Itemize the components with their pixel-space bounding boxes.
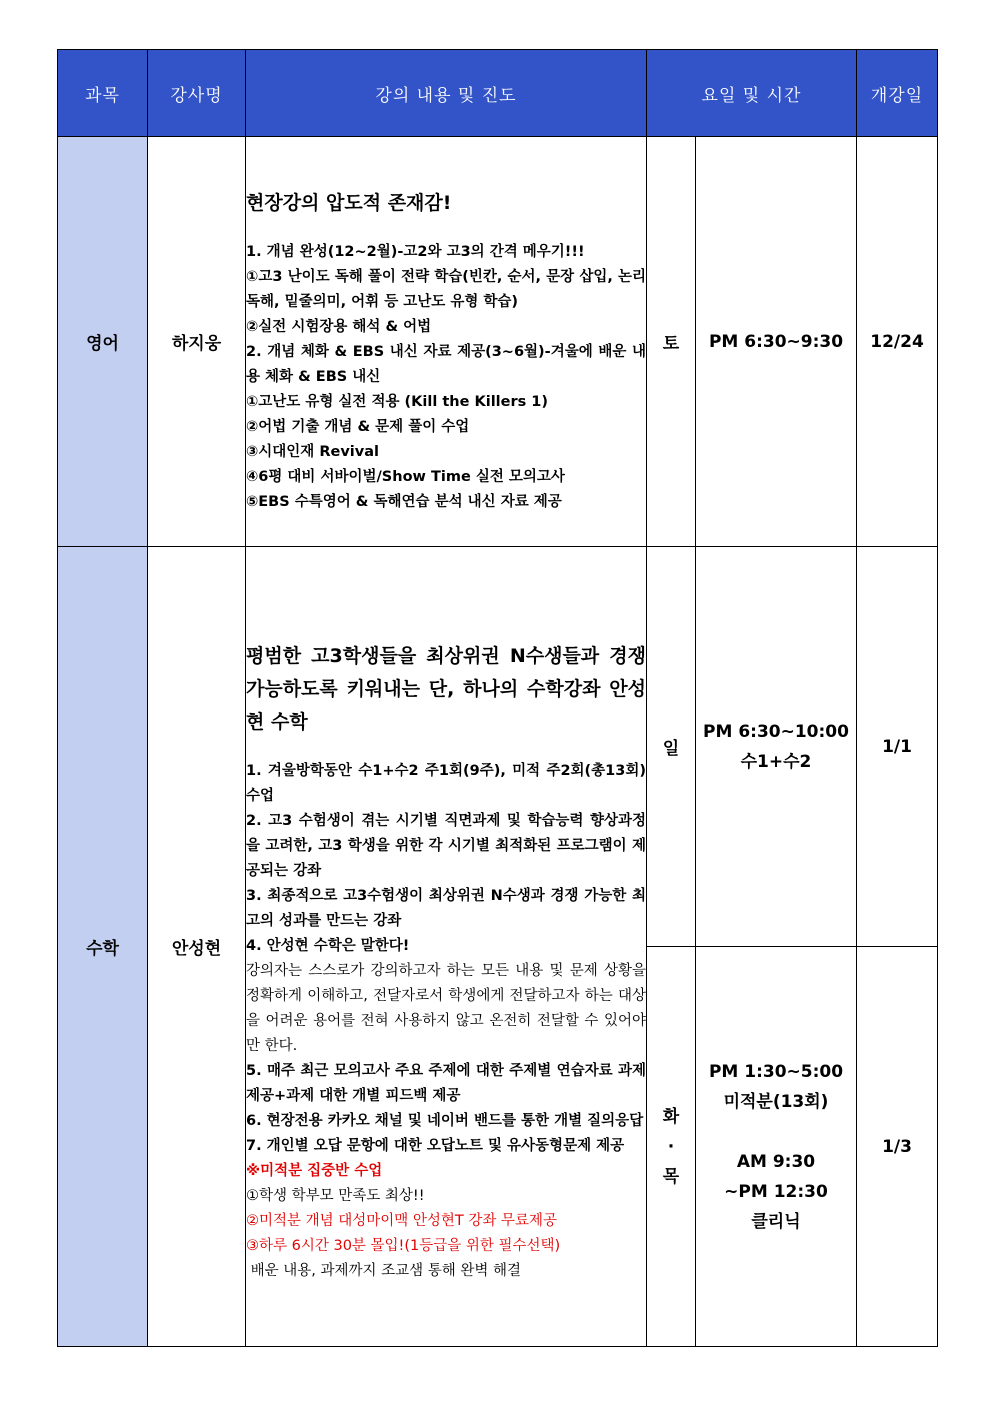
math-day-2-line: 목 [662,1166,680,1187]
math-time-1-line: PM 6:30~10:00 [703,721,849,742]
header-start: 개강일 [857,50,938,137]
math-intensive-line: ①학생 학부모 만족도 최상!! [246,1187,425,1204]
math-row-1 [58,547,938,947]
english-line: 2. 개념 체화 & EBS 내신 자료 제공(3~6월)-겨울에 배운 내용 체화 & EBS 내신 [246,343,646,385]
english-headline: 현장강의 압도적 존재감! [246,191,452,214]
english-row [58,137,938,547]
english-line: ②실전 시험장용 해석 & 어법 [246,318,432,335]
english-content [246,137,647,547]
math-time-1-line: 수1+수2 [740,751,812,772]
math-intensive-title: ※미적분 집중반 수업 [246,1162,383,1179]
math-intensive-line: ②미적분 개념 대성마이맥 안성현T 강좌 무료제공 [246,1212,558,1229]
math-line: 6. 현장전용 카카오 채널 및 네이버 밴드를 통한 개별 질의응답 [246,1112,644,1129]
math-line: 2. 고3 수험생이 겪는 시기별 직면과제 및 학습능력 향상과정을 고려한, 고3 학생을 위한 각 시기별 최적화된 프로그램이 제공되는 강좌 [246,812,646,879]
math-day-1: 일 [647,547,696,947]
english-line: ①고난도 유형 실전 적용 (Kill the Killers 1) [246,393,549,410]
math-time-2-line: PM 1:30~5:00 [708,1061,844,1082]
math-intensive-line: 배운 내용, 과제까지 조교샘 통해 완벽 해결 [246,1262,521,1279]
math-start-1: 1/1 [857,547,938,947]
english-teacher: 하지웅 [148,137,246,547]
math-intensive-line: ③하루 6시간 30분 몰입!(1등급을 위한 필수선택) [246,1237,561,1254]
schedule-table [57,49,938,1347]
math-line: 3. 최종적으로 고3수험생이 최상위권 N수생과 경쟁 가능한 최고의 성과를 만드는 강좌 [246,887,646,929]
english-day: 토 [647,137,696,547]
math-paragraph: 강의자는 스스로가 강의하고자 하는 모든 내용 및 문제 상황을 정확하게 이해하고, 전달자로서 학생에게 전달하고자 하는 대상을 어려운 용어를 전혀 사용하지 않고 온전히 전달할 수 있어야만 한다. [246,962,646,1054]
header-teacher: 강사명 [148,50,246,137]
math-line: 4. 안성현 수학은 말한다! [246,937,410,954]
math-day-2-line: 화 [662,1106,680,1127]
math-content [246,547,647,1347]
english-line: 1. 개념 완성(12~2월)-고2와 고3의 간격 메우기!!! [246,243,585,260]
english-line: ②어법 기출 개념 & 문제 풀이 수업 [246,418,470,435]
header-content: 강의 내용 및 진도 [246,50,647,137]
math-time-2-line: AM 9:30 [736,1151,816,1172]
math-line: 5. 매주 최근 모의고사 주요 주제에 대한 주제별 연습자료 과제 제공+과제 대한 개별 피드백 제공 [246,1062,646,1104]
english-start: 12/24 [857,137,938,547]
header-row [58,50,938,137]
english-subject: 영어 [58,137,148,547]
math-line: 1. 겨울방학동안 수1+수2 주1회(9주), 미적 주2회(총13회) 수업 [246,762,646,804]
english-line: ①고3 난이도 독해 풀이 전략 학습(빈칸, 순서, 문장 삽입, 논리독해, 밑줄의미, 어휘 등 고난도 유형 학습) [246,268,646,310]
math-teacher: 안성현 [148,547,246,1347]
header-subject: 과목 [58,50,148,137]
math-day-2-line: · [667,1136,675,1157]
math-subject: 수학 [58,547,148,1347]
math-time-1 [696,547,857,947]
math-time-2-line: ~PM 12:30 [724,1181,828,1202]
math-time-2-line: 미적분(13회) [723,1091,829,1112]
math-time-2 [696,947,857,1347]
english-time: PM 6:30~9:30 [696,137,857,547]
math-line: 7. 개인별 오답 문항에 대한 오답노트 및 유사동형문제 제공 [246,1137,625,1154]
english-line: ⑤EBS 수특영어 & 독해연습 분석 내신 자료 제공 [246,493,562,510]
math-headline: 평범한 고3학생들을 최상위권 N수생들과 경쟁 가능하도록 키워내는 단, 하나의 수학강좌 안성현 수학 [246,644,646,733]
header-schedule: 요일 및 시간 [647,50,857,137]
math-day-2 [647,947,696,1347]
math-start-2: 1/3 [857,947,938,1347]
english-line: ③시대인재 Revival [246,443,379,460]
english-line: ④6평 대비 서바이벌/Show Time 실전 모의고사 [246,468,565,485]
math-time-2-line: 클리닉 [751,1211,801,1232]
